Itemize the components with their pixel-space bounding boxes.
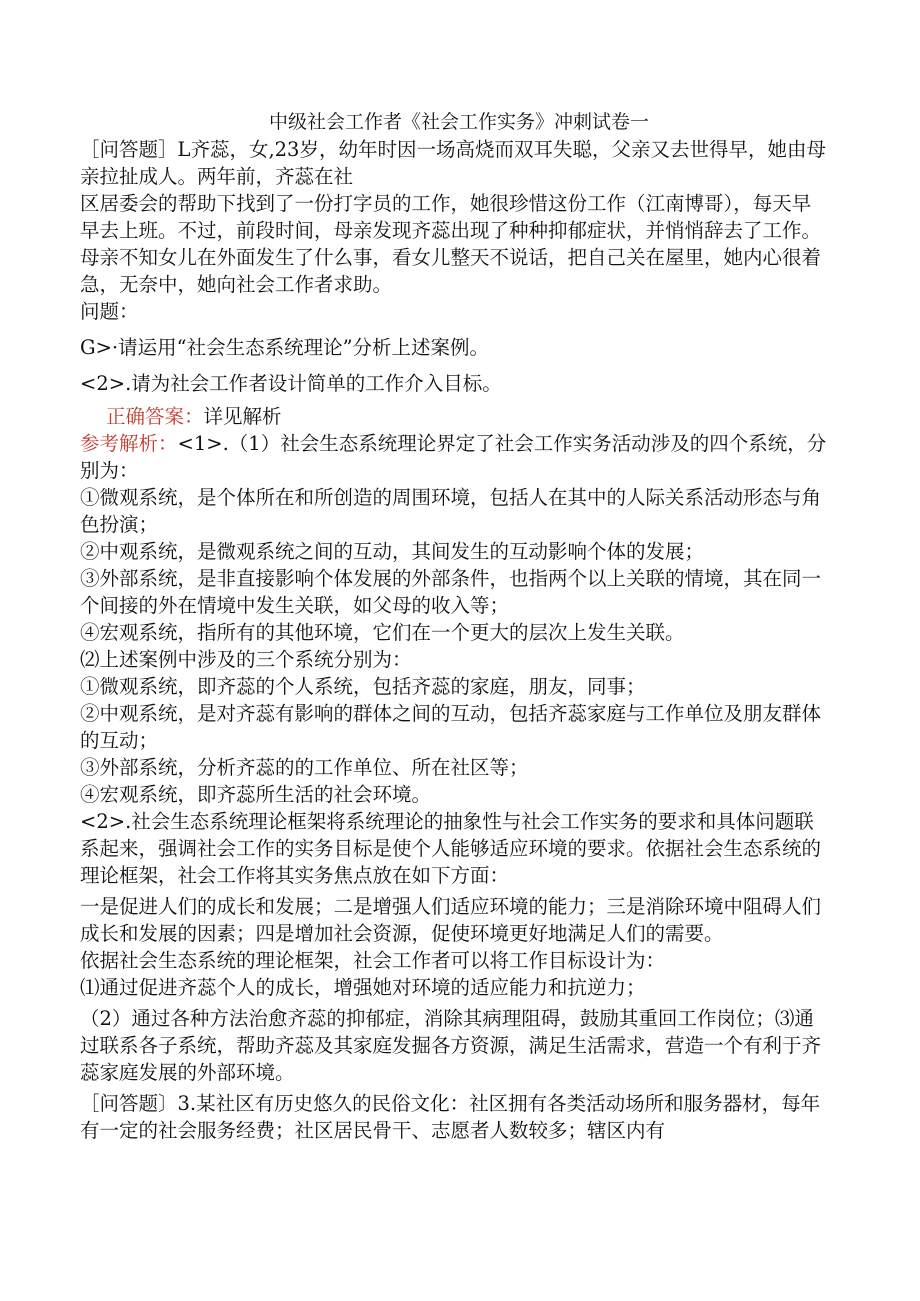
- analysis-line-case-exo: ③外部系统，分析齐蕊的的工作单位、所在社区等；: [80, 756, 529, 779]
- analysis-line-macro-system: ④宏观系统，指所有的其他环境，它们在一个更大的层次上发生关联。: [80, 621, 685, 644]
- question-3-stem: ［问答题〕3.某社区有历史悠久的民俗文化：社区拥有各类活动场所和服务器材，每年有一定的社会服务经费；社区居民骨干、志愿者人数较多；辖区内有: [80, 1092, 821, 1142]
- analysis-line-meso-system: ②中观系统，是微观系统之间的互动，其间发生的互动影响个体的发展；: [80, 540, 705, 563]
- question-1-prompt-label: 问题：: [80, 300, 139, 323]
- analysis-line-framework: <2>.社会生态系统理论框架将系统理论的抽象性与社会工作实务的要求和具体问题联系起来，强调社会工作的实务目标是使个人能够适应环境的要求。依据社会生态系统的理论框架，社会工作将其实务焦点放在如下方面：: [80, 810, 822, 887]
- analysis-line-case-micro: ①微观系统，即齐蕊的个人系统，包括齐蕊的家庭，朋友，同事；: [80, 675, 646, 698]
- analysis-first-text: <1>.（1）社会生态系统理论界定了社会工作实务活动涉及的四个系统，分别为：: [80, 432, 827, 482]
- analysis-line-case-systems-heading: ⑵上述案例中涉及的三个系统分别为：: [80, 648, 412, 671]
- question-1-stem-line-2: 区居委会的帮助下找到了一份打字员的工作，她很珍惜这份工作（江南博哥），每天早早去上班。不过，前段时间，母亲发现齐蕊出现了种种抑郁症状，并悄悄辞去了工作。母亲不知女儿在外面发生了什么事，看女儿整天不说话，把自己关在屋里，她内心很着急，无奈中，她向社会工作者求助。: [80, 192, 822, 296]
- analysis-line-case-macro: ④宏观系统，即齐蕊所生活的社会环境。: [80, 783, 432, 806]
- analysis-line-goal-1: ⑴通过促进齐蕊个人的成长，增强她对环境的适应能力和抗逆力；: [80, 976, 646, 999]
- analysis-line-exo-system: ③外部系统，是非直接影响个体发展的外部条件，也指两个以上关联的情境，其在同一个间接的外在情境中发生关联，如父母的收入等；: [80, 567, 822, 617]
- analysis-label: 参考解析：: [80, 432, 178, 455]
- correct-answer-label: 正确答案：: [106, 405, 204, 428]
- correct-answer-text: 详见解析: [203, 405, 282, 428]
- question-1-subquestion-1: G>·请运用“社会生态系统理论”分析上述案例。: [80, 336, 490, 359]
- analysis-line-micro-system: ①微观系统，是个体所在和所创造的周围环境，包括人在其中的人际关系活动形态与角色扮演；: [80, 486, 822, 536]
- analysis-line-case-meso: ②中观系统，是对齐蕊有影响的群体之间的互动，包括齐蕊家庭与工作单位及朋友群体的互动；: [80, 702, 822, 752]
- analysis-line-goal-2-3: （2）通过各种方法治愈齐蕊的抑郁症，消除其病理阻碍，鼓励其重回工作岗位；⑶通过联系各子系统，帮助齐蕊及其家庭发掘各方资源，满足生活需求，营造一个有利于齐蕊家庭发展的外部环境。: [80, 1007, 822, 1084]
- correct-answer-line: [80, 403, 828, 430]
- analysis-line-goal-intro: 依据社会生态系统的理论框架，社会工作者可以将工作目标设计为：: [80, 949, 666, 972]
- question-1-subquestion-2: <2>.请为社会工作者设计简单的工作介入目标。: [80, 372, 502, 395]
- analysis-line-focus-areas: 一是促进人们的成长和发展；二是增强人们适应环境的能力；三是消除环境中阻碍人们成长和发展的因素；四是增加社会资源，促使环境更好地满足人们的需要。: [80, 895, 822, 945]
- question-1-stem-line-1: ［问答题］L齐蕊，女,23岁，幼年时因一场高烧而双耳失聪，父亲又去世得早，她由母亲拉扯成人。两年前，齐蕊在社: [80, 138, 826, 188]
- document-title: 中级社会工作者《社会工作实务》冲刺试卷一: [268, 111, 649, 133]
- analysis-first-paragraph: [80, 430, 828, 484]
